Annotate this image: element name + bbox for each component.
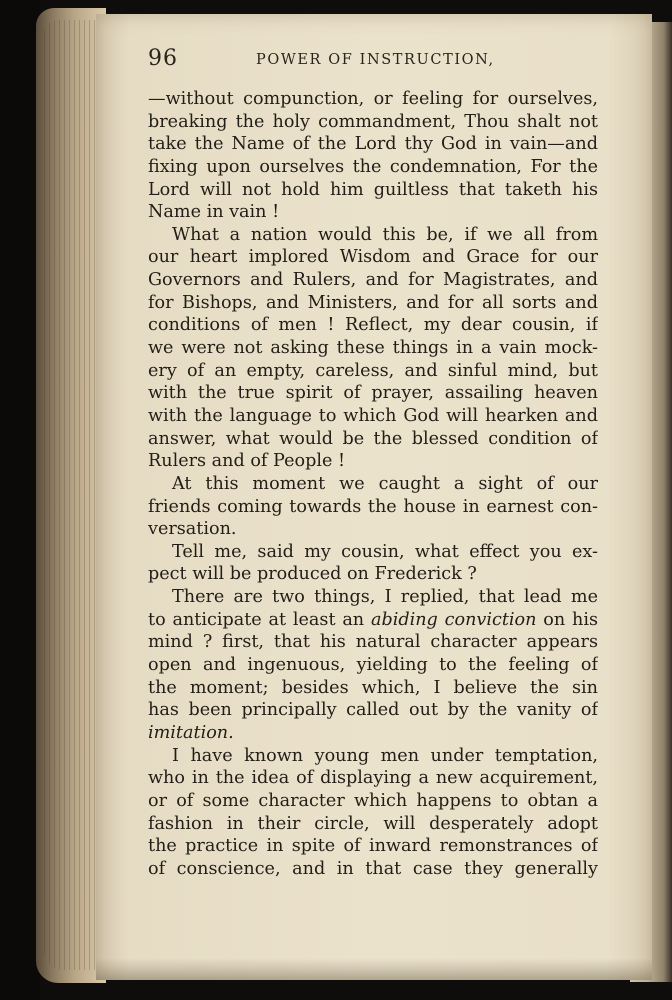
italic-phrase: abiding conviction	[370, 609, 537, 630]
text-line: conditions of men ! Reflect, my dear cousin, if	[148, 315, 598, 336]
text-line: for Bishops, and Ministers, and for all sorts and	[148, 292, 598, 313]
text-line: —without compunction, or feeling for ourselves,	[148, 89, 598, 109]
text-line: we were not asking these things in a vain mock-	[148, 338, 598, 359]
text-line: answer, what would be the blessed condition of	[148, 428, 598, 449]
text-line: with the true spirit of prayer, assailing heaven	[148, 383, 598, 404]
text-line: I have known young men under temptation,	[172, 745, 598, 766]
text-line: Rulers and of People !	[148, 451, 346, 472]
body-text	[148, 88, 598, 880]
text-line: friends coming towards the house in earnest con-	[148, 496, 598, 517]
text-line: take the Name of the Lord thy God in vain—and	[148, 134, 598, 155]
text-line: There are two things, I replied, that lead me	[172, 587, 598, 608]
text-line: versation.	[148, 519, 237, 540]
text-line: ery of an empty, careless, and sinful mind, but	[148, 360, 598, 381]
italic-phrase: imitation.	[148, 722, 234, 743]
running-title: POWER OF INSTRUCTION,	[256, 52, 495, 68]
text-line: Lord will not hold him guiltless that taketh his	[148, 179, 598, 200]
dark-background	[0, 0, 40, 1000]
text-line: open and ingenuous, yielding to the feeling of	[148, 655, 598, 676]
text-line: the moment; besides which, I believe the sin	[148, 677, 598, 698]
text-line: the practice in spite of inward remonstrances of	[148, 836, 598, 857]
text-line: fashion in their circle, will desperately adopt	[148, 813, 598, 834]
text-line: fixing upon ourselves the condemnation, For the	[148, 156, 598, 177]
page-number: 96	[148, 46, 178, 71]
text-line: breaking the holy commandment, Thou shalt not	[148, 111, 598, 132]
page-stack-texture	[44, 20, 102, 970]
text-line: has been principally called out by the vanity of	[148, 700, 598, 721]
text-line: mind ? first, that his natural character appears	[148, 632, 598, 653]
text-line: our heart implored Wisdom and Grace for our	[148, 247, 598, 268]
text-segment: to anticipate at least an	[148, 609, 371, 630]
text-line	[148, 722, 598, 745]
text-line: At this moment we caught a sight of our	[172, 473, 598, 494]
text-line: Name in vain !	[148, 202, 280, 223]
text-line	[148, 609, 598, 632]
text-line: Tell me, said my cousin, what effect you ex-	[172, 541, 598, 562]
text-line: What a nation would this be, if we all from	[172, 224, 598, 245]
text-line: who in the idea of displaying a new acquirement,	[148, 768, 598, 789]
text-line: Governors and Rulers, and for Magistrates, and	[148, 270, 598, 291]
running-header	[148, 46, 598, 78]
page-bottom-shadow	[96, 958, 652, 980]
text-line: of conscience, and in that case they generally	[148, 858, 598, 879]
text-line: pect will be produced on Frederick ?	[148, 564, 477, 585]
text-segment: on his	[536, 609, 598, 630]
text-line: or of some character which happens to obtan a	[148, 790, 598, 811]
text-line: with the language to which God will hearken and	[148, 405, 598, 426]
